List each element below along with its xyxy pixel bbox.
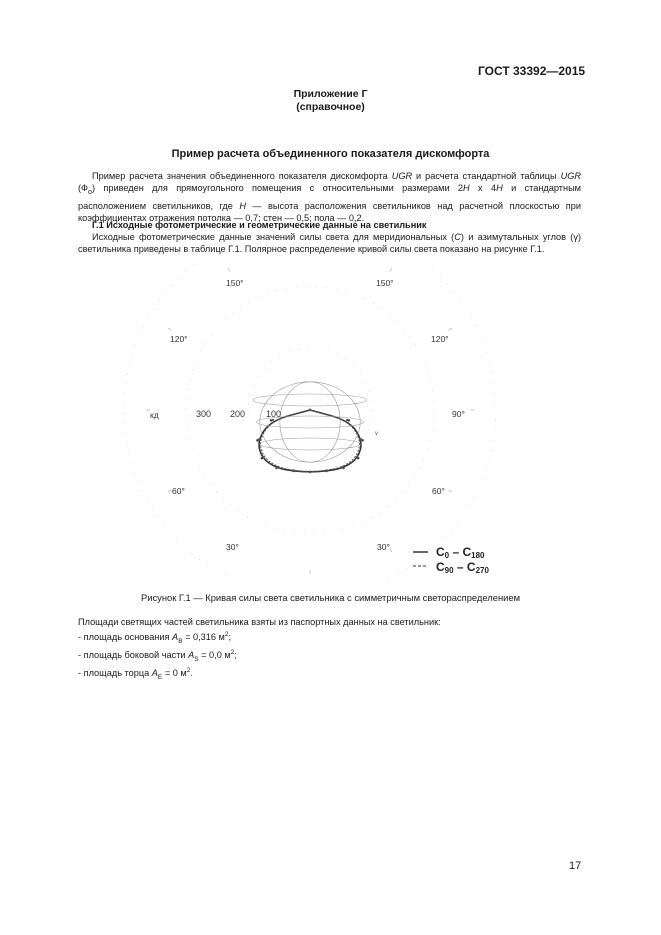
series-1-point <box>258 438 260 440</box>
series-1-point <box>276 466 278 468</box>
angle-label-60-left: 60° <box>172 486 185 496</box>
angle-label-30-right: 30° <box>377 542 390 552</box>
stray-mark: v <box>375 431 378 437</box>
angle-label-120-right: 120° <box>431 334 449 344</box>
unit-label: кд <box>150 410 159 420</box>
intro-paragraph: Пример расчета значения объединенного показателя дискомфорта UGR и расчета стандартной таблицы UGR $(Ф_о)$ приведен для прямоугольного помещения с относительными размерами 2H x 4H и стандартным расположением светильников, где H — высота расположения светильников над расчетной плоскостью при коэффициентах отражения потолка — 0,7; стен — 0,5; пола — 0,2. <box>78 171 582 224</box>
area-side: - площадь боковой части $A_S = 0,0$ $м^2$; <box>78 648 237 663</box>
grid-tick-30 <box>390 549 392 552</box>
series-1-point <box>325 469 327 471</box>
angle-label-120-left: 120° <box>170 334 188 344</box>
page-number: 17 <box>569 860 582 872</box>
appendix-heading <box>0 88 661 114</box>
series-1-point <box>293 469 295 471</box>
series-curve-0 <box>259 410 361 472</box>
appendix-title: Приложение Г <box>293 88 368 100</box>
series-1-point <box>346 419 348 421</box>
series-1-point <box>356 456 358 458</box>
series-1-point <box>309 471 311 473</box>
chart-curves <box>253 382 367 473</box>
area-base: - площадь основания $A_B = 0,316$ $м^2$; <box>78 630 232 645</box>
polar-chart <box>0 260 661 580</box>
chart-legend <box>413 545 489 575</box>
figure-caption: Рисунок Г.1 — Кривая силы света светильника с симметричным светораспределением <box>140 592 521 603</box>
standard-number: ГОСТ 33392—2015 <box>478 64 586 78</box>
series-1-point <box>309 409 311 411</box>
legend-entry-2: C90 – C270 <box>436 560 489 575</box>
radial-tick-200: 200 <box>230 409 246 419</box>
photometric-paragraph: Исходные фотометрические данные значений силы света для меридиональных (C) и азимутальных углов (γ) светильника приведены в таблице Г.1. Полярное распределение кривой силы света показано на рисунке Г.1. <box>78 232 582 255</box>
series-1-point <box>272 419 274 421</box>
angle-label-60-right: 60° <box>432 486 445 496</box>
grid-tick-60 <box>449 490 452 492</box>
angle-label-30-left: 30° <box>226 542 239 552</box>
grid-tick-210 <box>228 268 230 271</box>
area-end: - площадь торца $A_E = 0$ $м^2$. <box>78 667 193 682</box>
series-1-point <box>342 466 344 468</box>
grid-tick-120 <box>449 328 452 330</box>
grid-tick-240 <box>168 328 171 330</box>
angle-label-150-right: 150° <box>376 278 394 288</box>
mesh-parallel-0 <box>253 394 367 406</box>
grid-ring-300 <box>124 260 496 580</box>
main-title: Пример расчета объединенного показателя дискомфорта <box>171 148 490 160</box>
series-1-point <box>360 438 362 440</box>
appendix-subtitle: (справочное) <box>296 101 365 113</box>
grid-tick-300 <box>168 490 171 492</box>
chart-labels <box>150 278 465 552</box>
series-1-point <box>262 456 264 458</box>
grid-tick-150 <box>390 268 392 271</box>
angle-label-90-right: 90° <box>452 409 465 419</box>
legend-entry-1: C0 – C180 <box>436 545 485 560</box>
areas-list <box>78 617 441 684</box>
section-heading: Г.1 Исходные фотометрические и геометрические данные на светильник <box>92 220 427 230</box>
radial-tick-100: 100 <box>266 409 282 419</box>
radial-tick-300: 300 <box>196 409 212 419</box>
areas-intro: Площади светящих частей светильника взяты из паспортных данных на светильник: <box>78 617 441 627</box>
angle-label-150-left: 150° <box>226 278 244 288</box>
chart-grid <box>124 260 496 580</box>
mesh-parallel-2 <box>260 438 360 450</box>
